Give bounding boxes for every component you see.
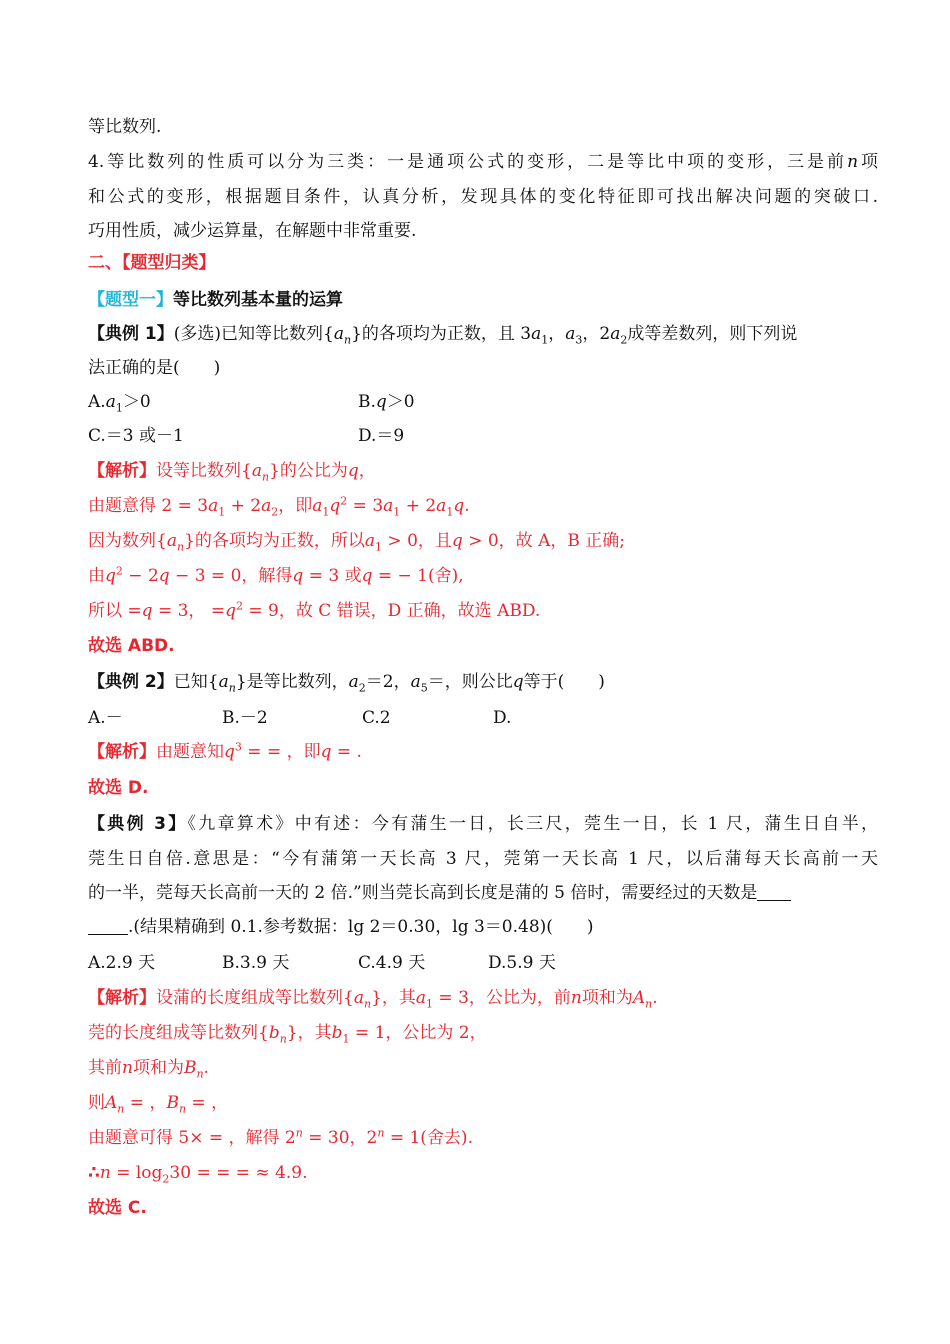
option-c: C.＝3 或－1 xyxy=(88,426,184,446)
math-superscript: 2 xyxy=(235,599,243,613)
math-var: n xyxy=(99,1163,111,1183)
math-var: n xyxy=(570,988,582,1008)
text: ＝，则公比 xyxy=(427,672,513,692)
solution-line xyxy=(88,1056,878,1080)
math-superscript xyxy=(296,1126,303,1139)
math-var: n xyxy=(645,997,653,1011)
option-b: B.－2 xyxy=(222,708,268,728)
text: }的各项均为正数，所以 xyxy=(184,531,365,551)
text: 其前 xyxy=(88,1058,122,1078)
example-3-question-line2 xyxy=(88,847,878,871)
text: }是等比数列， xyxy=(235,672,349,692)
text: − 3 = 0，解得 xyxy=(169,566,293,586)
math-var: n xyxy=(178,1102,187,1116)
example-1-question xyxy=(88,322,878,346)
math-var: n xyxy=(261,470,270,484)
text: 设蒲的长度组成等比数列{ xyxy=(156,988,354,1008)
text: = 9，故 C 错误，D 正确，故选 ABD. xyxy=(242,601,541,621)
math-subscript xyxy=(196,1067,203,1080)
text: = ， xyxy=(124,1093,167,1113)
math-var: a xyxy=(105,392,116,412)
text: (多选)已知等比数列{ xyxy=(173,324,334,344)
math-var: a xyxy=(415,988,427,1008)
answer-line: 故选 D. xyxy=(88,778,149,798)
text: ∴ xyxy=(88,1163,100,1183)
text: . xyxy=(203,1058,209,1078)
math-var: B xyxy=(166,1093,179,1113)
text: = − 1(舍), xyxy=(372,566,464,586)
text: A. xyxy=(88,392,106,412)
math-var: a xyxy=(251,461,262,481)
example-3-question-line3 xyxy=(88,881,878,905)
text: + 2 xyxy=(225,496,262,516)
math-var: a xyxy=(364,531,376,551)
math-var: q xyxy=(158,566,170,586)
math-subscript xyxy=(344,333,351,346)
math-var: q xyxy=(329,496,341,516)
text: }的公比为 xyxy=(269,461,348,481)
math-var: n xyxy=(176,540,185,554)
option-c: C.4.9 天 xyxy=(358,953,426,973)
math-var: a xyxy=(348,672,359,692)
math-subscript: 1 xyxy=(446,505,454,519)
sub: 3 xyxy=(575,333,583,347)
math-var: b xyxy=(268,1023,280,1043)
solution-line xyxy=(88,494,878,518)
math-subscript: 2 xyxy=(271,505,279,519)
text: = 30，2 xyxy=(302,1128,378,1148)
text: . xyxy=(652,988,658,1008)
math-subscript: 5 xyxy=(420,681,428,695)
math-var: n xyxy=(279,1032,287,1046)
answer-blank xyxy=(757,882,791,901)
solution-tag: 【解析】 xyxy=(88,988,156,1008)
math-var: n xyxy=(196,1067,204,1081)
text: 和公式的变形，根据题目条件，认真分析，发现具体的变化特征即可找出解决问题的突破口. xyxy=(88,187,878,207)
math-superscript: 2 xyxy=(115,564,123,578)
text: = log xyxy=(110,1163,163,1183)
example-tag: 【典例 3】 xyxy=(88,814,188,834)
solution-line xyxy=(88,599,878,623)
text: 由题意得 2 = 3 xyxy=(88,496,209,516)
math-var: n xyxy=(228,681,236,695)
example-3-question-line4 xyxy=(88,915,878,939)
text: ＞0 xyxy=(122,392,151,412)
answer-line: 故选 C. xyxy=(88,1198,147,1218)
math-subscript: 1 xyxy=(322,505,330,519)
var: a xyxy=(610,324,621,344)
math-subscript xyxy=(364,997,371,1010)
text: }，其 xyxy=(286,1023,332,1043)
text: 所以 = xyxy=(88,601,142,621)
math-subscript: 1 xyxy=(393,505,401,519)
example-tag: 【典例 1】 xyxy=(88,324,174,344)
answer-line: 故选 ABD. xyxy=(88,636,175,656)
math-var: a xyxy=(312,496,323,516)
math-var: q xyxy=(320,742,332,762)
text: 由题意可得 5× = ，解得 2 xyxy=(88,1128,296,1148)
solution-line xyxy=(88,459,878,483)
text: 巧用性质，减少运算量，在解题中非常重要. xyxy=(88,221,417,241)
text: }，其 xyxy=(371,988,416,1008)
intro-line xyxy=(88,219,878,243)
text: + 2 xyxy=(400,496,437,516)
math-var: a xyxy=(436,496,447,516)
type-heading xyxy=(88,288,878,312)
text: ＞0 xyxy=(386,392,415,412)
math-var: A xyxy=(105,1093,118,1113)
text: 则 xyxy=(88,1093,105,1113)
math-var: n xyxy=(117,1102,125,1116)
text: 由题意知 xyxy=(156,742,224,762)
intro-line xyxy=(88,150,878,174)
solution-line xyxy=(88,1091,878,1115)
solution-tag: 【解析】 xyxy=(88,742,156,762)
math-subscript xyxy=(280,1032,287,1045)
solution-line xyxy=(88,1161,878,1185)
text: 《九章算术》中有述：今有蒲生一日，长三尺，莞生一日，长 1 尺，蒲生日自半， xyxy=(187,814,878,834)
math-var: n xyxy=(295,1126,303,1140)
text: 成等差数列，则下列说 xyxy=(627,324,798,344)
solution-tag: 【解析】 xyxy=(88,461,156,481)
type-tag: 【题型一】 xyxy=(88,290,173,310)
text: = 1(舍去). xyxy=(384,1128,473,1148)
math-var: q xyxy=(347,461,359,481)
text: = 3 或 xyxy=(303,566,362,586)
math-var: q xyxy=(451,531,463,551)
math-var: q xyxy=(105,566,116,586)
math-var: q xyxy=(225,601,236,621)
text: = 3， = xyxy=(152,601,226,621)
text: . xyxy=(464,496,470,516)
text: − 2 xyxy=(122,566,159,586)
text: = 1，公比为 2， xyxy=(349,1023,487,1043)
text: = 3 xyxy=(347,496,384,516)
var: a xyxy=(531,324,542,344)
example-2-question xyxy=(88,670,878,694)
text: 二、【题型归类】 xyxy=(88,253,216,273)
math-var: n xyxy=(122,1058,133,1078)
option-a: A.2.9 天 xyxy=(88,953,156,973)
var-n: n xyxy=(847,152,859,172)
text: ，2 xyxy=(582,324,611,344)
solution-line xyxy=(88,564,878,588)
math-var: a xyxy=(208,496,219,516)
math-subscript: 1 xyxy=(375,540,383,554)
math-superscript: 3 xyxy=(234,740,242,754)
example-1-question-line2 xyxy=(88,356,878,380)
text: ＝2， xyxy=(365,672,411,692)
text: 因为数列{ xyxy=(88,531,167,551)
math-var: a xyxy=(353,988,364,1008)
math-subscript: 1 xyxy=(218,505,226,519)
text: 项和为 xyxy=(581,988,633,1008)
math-var: n xyxy=(363,997,372,1011)
text: 的一半，莞每天长高前一天的 2 倍.”则当莞长高到长度是蒲的 5 倍时，需要经过的天数是 xyxy=(88,883,758,903)
math-superscript: 2 xyxy=(340,494,348,508)
text: }的各项均为正数，且 3 xyxy=(351,324,532,344)
option-b xyxy=(358,390,415,414)
text: B. xyxy=(358,392,376,412)
solution-line xyxy=(88,529,878,553)
text: 已知{ xyxy=(173,672,219,692)
text: 项和为 xyxy=(132,1058,184,1078)
var: a xyxy=(333,324,344,344)
math-var: a xyxy=(410,672,421,692)
math-var: q xyxy=(224,742,235,762)
answer-blank xyxy=(88,916,128,935)
text: ， xyxy=(358,461,376,481)
text: 等比数列. xyxy=(88,117,162,137)
math-var: n xyxy=(377,1126,385,1140)
type-title: 等比数列基本量的运算 xyxy=(173,290,343,310)
option-d: D.＝9 xyxy=(358,426,405,446)
math-var: q xyxy=(375,392,387,412)
math-subscript xyxy=(229,681,236,694)
example-3-question xyxy=(88,812,878,836)
math-var: a xyxy=(218,672,229,692)
text: = 3，公比为，前 xyxy=(433,988,571,1008)
text: 设等比数列{ xyxy=(156,461,252,481)
math-var: q xyxy=(292,566,304,586)
sub: n xyxy=(343,333,352,347)
option-d: D.5.9 天 xyxy=(488,953,556,973)
math-var: B xyxy=(183,1058,197,1078)
text: ， xyxy=(548,324,566,344)
text: 莞生日自倍.意思是：“今有蒲第一天长高 3 尺，莞第一天长高 1 尺，以后蒲每天长高前一天 xyxy=(88,849,878,869)
solution-line xyxy=(88,986,878,1010)
math-var: q xyxy=(141,601,153,621)
text: = = ，即 xyxy=(241,742,321,762)
option-c: C.2 xyxy=(362,708,391,728)
text: 4.等比数列的性质可以分为三类：一是通项公式的变形，二是等比中项的变形，三是前 xyxy=(88,152,848,172)
math-subscript: 1 xyxy=(342,1032,350,1046)
text: > 0，故 A，B 正确; xyxy=(462,531,625,551)
math-var: a xyxy=(261,496,272,516)
intro-line xyxy=(88,115,878,139)
text: > 0，且 xyxy=(382,531,452,551)
math-var: q xyxy=(512,672,524,692)
math-var: b xyxy=(331,1023,343,1043)
math-var: A xyxy=(632,988,646,1008)
math-var: q xyxy=(453,496,465,516)
section-heading xyxy=(88,251,878,275)
sub: 1 xyxy=(541,333,549,347)
var: a xyxy=(565,324,576,344)
text: 30 = = = ≈ 4.9. xyxy=(169,1163,308,1183)
text: ，即 xyxy=(278,496,313,516)
math-subscript xyxy=(177,540,184,553)
math-subscript: 1 xyxy=(426,997,434,1011)
example-tag: 【典例 2】 xyxy=(88,672,174,692)
option-a xyxy=(88,390,151,414)
option-b: B.3.9 天 xyxy=(222,953,290,973)
text: 项 xyxy=(858,152,879,172)
math-subscript xyxy=(179,1102,186,1115)
intro-line xyxy=(88,185,878,209)
math-subscript: 2 xyxy=(162,1172,170,1186)
math-subscript xyxy=(262,470,269,483)
text: 由 xyxy=(88,566,105,586)
text: 法正确的是( ) xyxy=(88,358,221,378)
option-d: D. xyxy=(493,708,512,728)
sub: 2 xyxy=(620,333,628,347)
math-var: a xyxy=(166,531,177,551)
text: 等于( ) xyxy=(523,672,605,692)
solution-line xyxy=(88,1021,878,1045)
option-a: A.－ xyxy=(88,708,123,728)
text: = . xyxy=(331,742,362,762)
math-subscript: 2 xyxy=(358,681,366,695)
text: 莞的长度组成等比数列{ xyxy=(88,1023,269,1043)
text: .(结果精确到 0.1.参考数据：lg 2＝0.30，lg 3＝0.48)( ) xyxy=(128,917,594,937)
solution-line xyxy=(88,740,878,764)
solution-line xyxy=(88,1126,878,1150)
math-var: a xyxy=(383,496,394,516)
math-subscript: 1 xyxy=(115,401,123,415)
math-var: q xyxy=(361,566,373,586)
text: = ， xyxy=(186,1093,229,1113)
